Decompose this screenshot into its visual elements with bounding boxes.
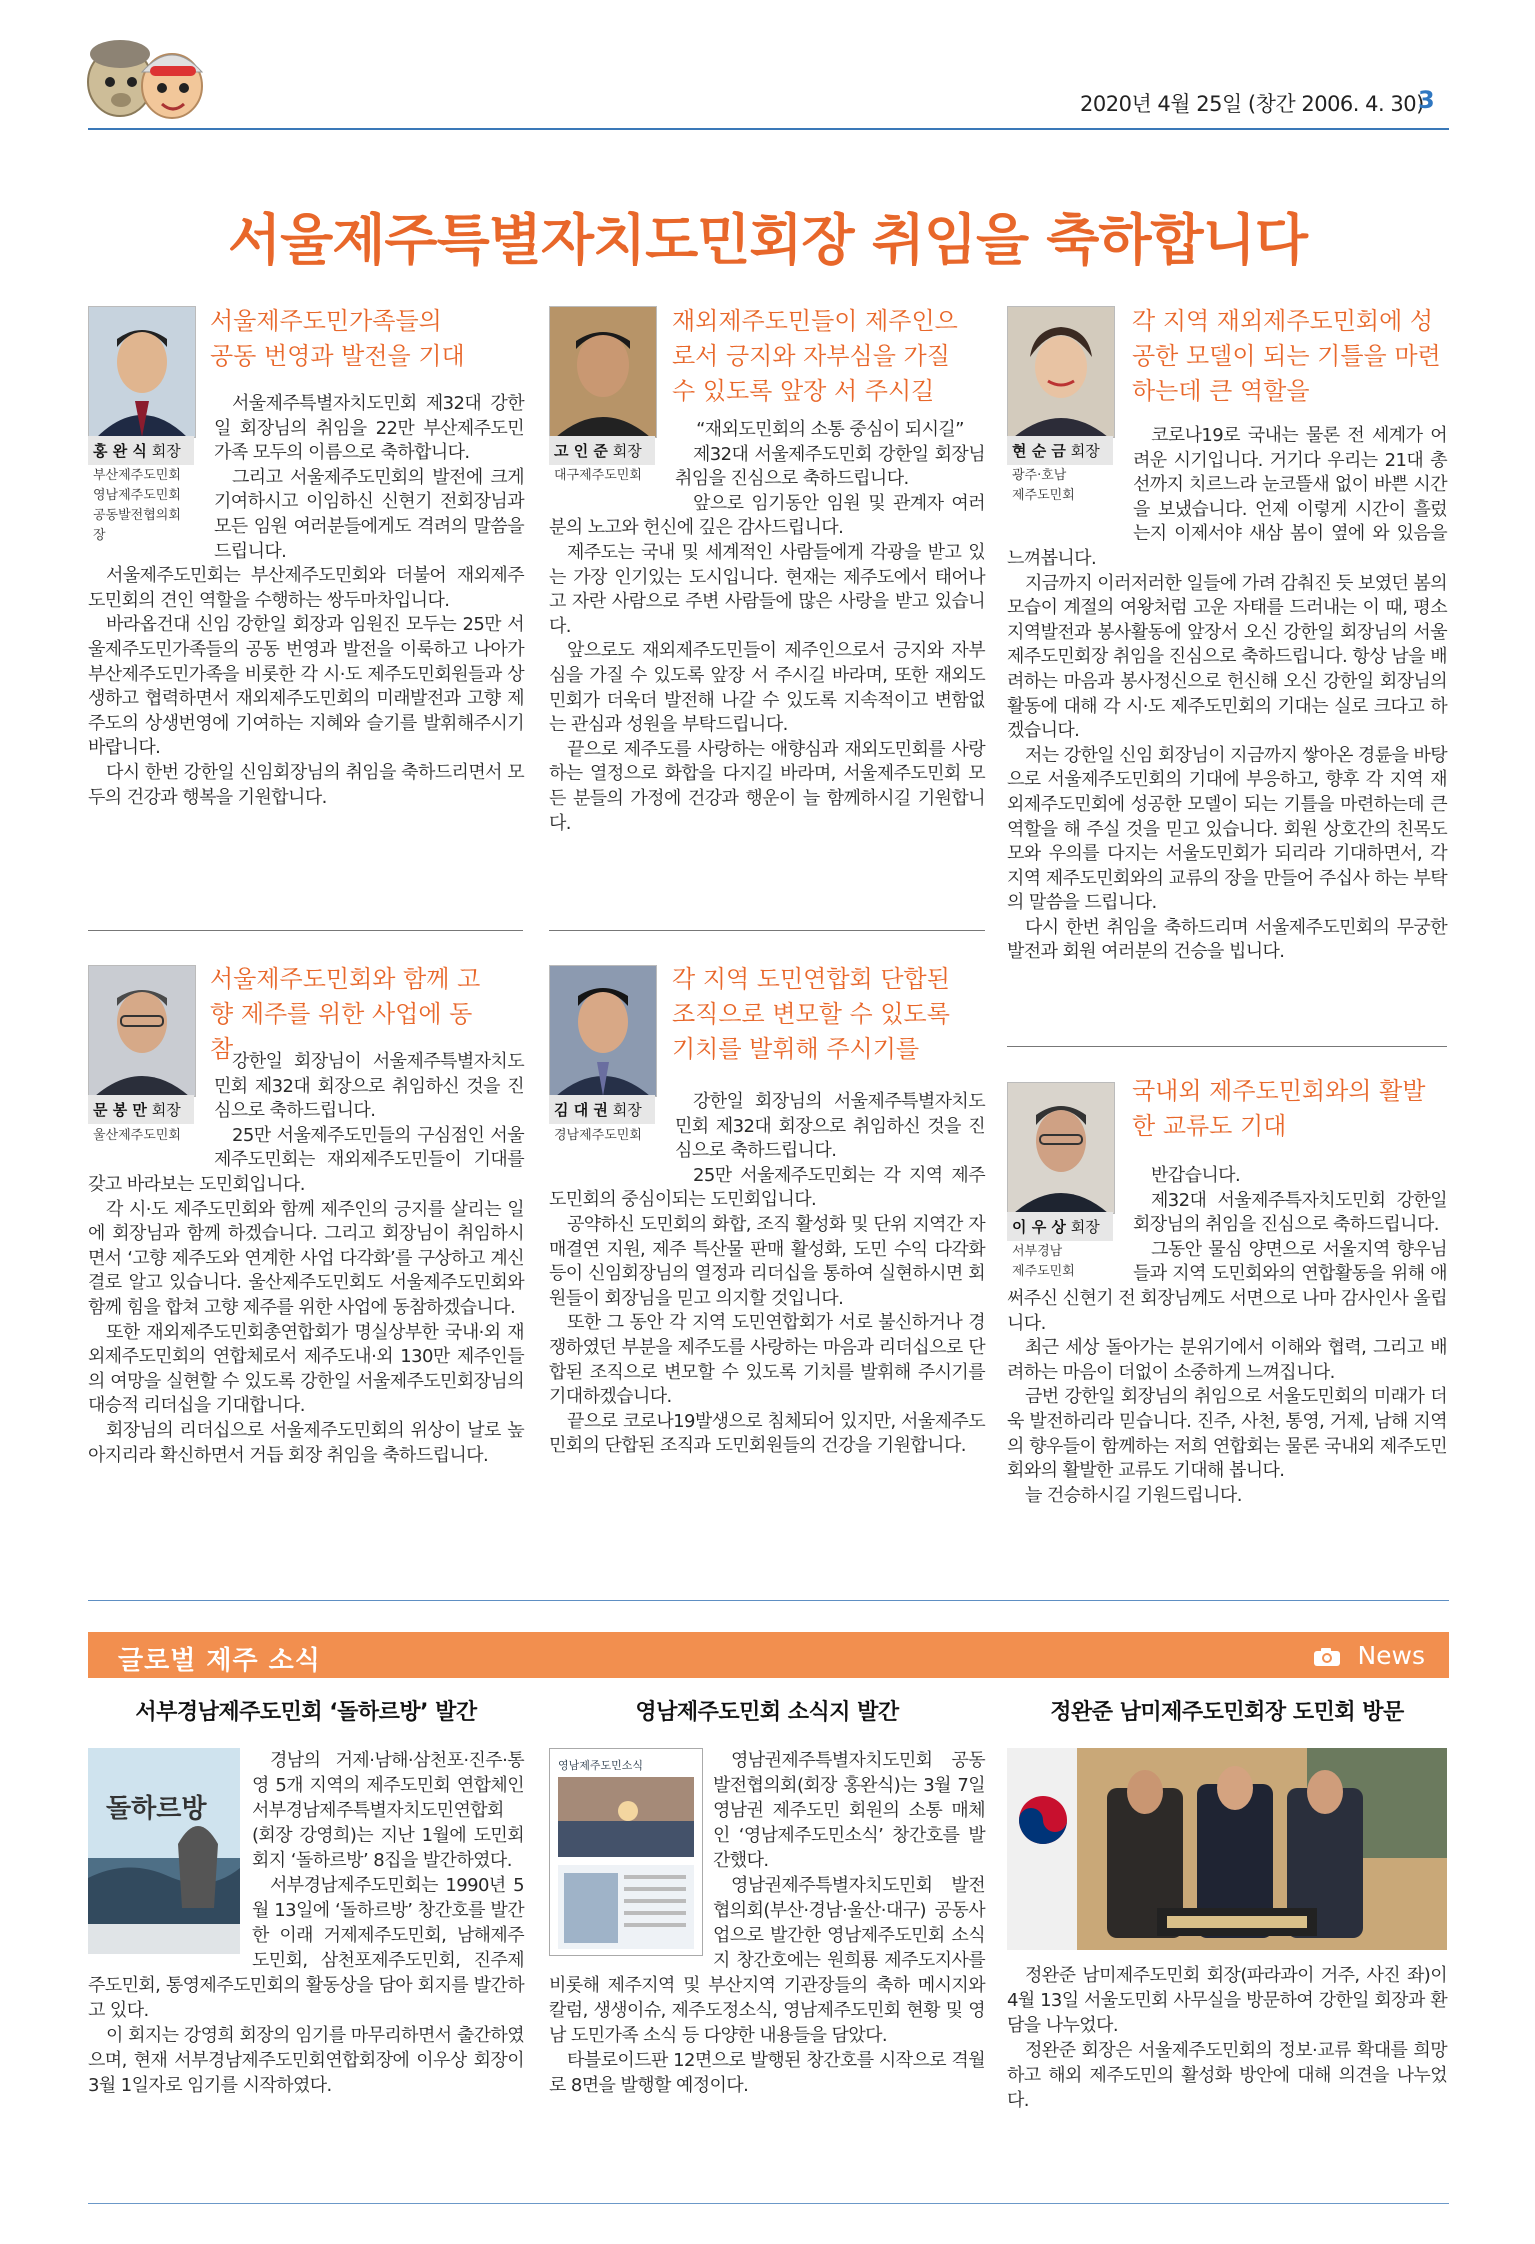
article-body: 서울제주특별자치도민회 제32대 강한일 회장님의 취임을 22만 부산제주도민 가족 모두의 이름으로 축하합니다. 그리고 서울제주도민회의 발전에 크게 기여하시고 이임하신 신현기 전회장님과 모든 임원 여러분들에게도 격려의 말씀을 드립니다. 서울제주도민회는 부산제주도민회와 더불어 재외제주도민회의 견인 역할을 수행하는 쌍두마차입니다. 바라옵건대 신임 강한일 회장과 임원진 모두는 25만 서울제주도민가족들의 공동 번영과 발전을 이룩하고 나아가 부산제주도민가족을 비롯한 각 시·도 제주도민회원들과 상생하고 협력하면서 재외제주도민회의 미래발전과 고향 제주도의 상생번영에 기여하는 지혜와 슬기를 발휘해주시기 바랍니다. 다시 한번 강한일 신임회장님의 취임을 축하드리면서 모두의 건강과 행복을 기원합니다. — [88, 393, 524, 808]
article-heading: 각 지역 도민연합회 단합된 조직으로 변모할 수 있도록 기치를 발휘해 주시기를 — [672, 965, 950, 1063]
news-body: 경남의 거제·남해·삼천포·진주·통영 5개 지역의 제주도민회 연합체인 서부경남제주특별자치도민연합회(회장 강영희)는 지난 1월에 도민회 회지 ‘돌하르방’ 8집을 발간하였다. 서부경남제주도민회는 1990년 5월 13일에 ‘돌하르방’ 창간호를 발간한 이래 거제제주도민회, 남해제주도민회, 삼천포제주도민회, 진주제주도민회, 통영제주도민회의 활동상을 담아 회지를 발간하고 있다. 이 회지는 강영희 회장의 임기를 마무리하면서 출간하였으며, 현재 서부경남제주도민회연합회장에 이우상 회장이 3월 1일자로 임기를 시작하였다. — [88, 1750, 524, 2096]
news-body: 영남권제주특별자치도민회 공동발전협의회(회장 홍완식)는 3월 7일 영남권 제주도민 회원의 소통 매체인 ‘영남제주도민소식’ 창간호를 발간했다. 영남권제주특별자치도민회 발전협의회(부산·경남·울산·대구) 공동사업으로 발간한 영남제주도민회 소식지 창간호에는 원희룡 제주도지사를 비롯해 제주지역 및 부산지역 기관장들의 축하 메시지와 칼럼, 생생이슈, 제주도정소식, 영남제주도민회 현황 및 영남 도민가족 소식 등 다양한 내용들을 담았다. 타블로이드판 12면으로 발행된 창간호를 시작으로 격월로 8면을 발행할 예정이다. — [549, 1750, 985, 2096]
page-title: 서울제주특별자치도민회장 취임을 축하합니다 — [228, 208, 1307, 272]
news-headline: 영남제주도민회 소식지 발간 — [635, 1700, 899, 1725]
article-body: 강한일 회장님이 서울제주특별자치도민회 제32대 회장으로 취임하신 것을 진심으로 축하드립니다. 25만 서울제주도민들의 구심점인 서울제주도민회는 재외제주도민들이 기대를 갖고 바라보는 도민회입니다. 각 시·도 제주도민회와 함께 제주인의 긍지를 살리는 일에 회장님과 함께 하겠습니다. 그리고 회장님이 취임하시면서 ‘고향 제주도와 연계한 사업 다각화’를 구상하고 계신 결로 알고 있습니다. 울산제주도민회도 서울제주도민회와 함께 힘을 합쳐 고향 제주를 위한 사업에 동참하겠습니다. 또한 재외제주도민회총연합회가 명실상부한 국내·외 재외제주도민회의 연합체로서 제주도내·외 130만 제주인들의 여망을 실현할 수 있도록 강한일 서울제주도민회장님의 대승적 리더십을 기대합니다. 회장님의 리더십으로 서울제주도민회의 위상이 날로 높아지리라 확신하면서 거듭 회장 취임을 축하드립니다. — [88, 1051, 524, 1466]
book-cover-title: 돌하르방 — [106, 1794, 207, 1824]
person-org: 울산제주도민회 — [93, 1128, 181, 1143]
section-divider — [88, 1600, 1449, 1601]
person-org: 경남제주도민회 — [554, 1128, 642, 1143]
camera-icon — [1313, 1647, 1341, 1667]
portrait-photo — [1007, 306, 1115, 438]
article-heading: 서울제주도민회와 함께 고향 제주를 위한 사업에 동참 — [210, 965, 481, 1063]
person-org: 부산제주도민회 영남제주도민회 공동발전협의회장 — [93, 468, 181, 543]
news-headline: 서부경남제주도민회 ‘돌하르방’ 발간 — [135, 1700, 477, 1725]
meeting-photo — [1007, 1748, 1447, 1950]
article-heading: 재외제주도민들이 제주인으로서 긍지와 자부심을 가질 수 있도록 앞장 서 주시길 — [672, 307, 958, 405]
divider — [549, 930, 985, 931]
divider — [88, 930, 523, 931]
footer-rule — [88, 2203, 1449, 2204]
mascot-logo — [80, 24, 210, 132]
person-name: 이 우 상 회장 — [1007, 1212, 1113, 1241]
article-body: “재외도민회의 소통 중심이 되시길” 제32대 서울제주도민회 강한일 회장님 취임을 진심으로 축하드립니다. 앞으로 임기동안 임원 및 관계자 여러분의 노고와 헌신에 깊은 감사드립니다. 제주도는 국내 및 세계적인 사람들에게 각광을 받고 있는 가장 인기있는 도시입니다. 현재는 제주도에서 태어나고 자란 사람으로 주변 사람들에 많은 사랑을 받고 있습니다. 앞으로도 재외제주도민들이 제주인으로서 긍지와 자부심을 가질 수 있도록 앞장 서 주시길 바라며, 또한 재외도민회가 더욱더 발전해 나갈 수 있도록 지속적이고 변함없는 관심과 성원을 부탁드립니다. 끝으로 제주도를 사랑하는 애향심과 재외도민회를 사랑하는 열정으로 화합을 다지길 바라며, 서울제주도민회 모든 분들의 가정에 건강과 행운이 늘 함께하시길 기원합니다. — [549, 419, 985, 834]
news-label: News — [1313, 1641, 1425, 1670]
news-body: 정완준 남미제주도민회 회장(파라과이 거주, 사진 좌)이 4월 13일 서울도민회 사무실을 방문하여 강한일 회장과 환담을 나누었다. 정완준 회장은 서울제주도민회의 정보·교류 확대를 희망하고 해외 제주도민의 활성화 방안에 대해 의견을 나누었다. — [1007, 1965, 1447, 2111]
person-org: 서부경남 제주도민회 — [1012, 1244, 1075, 1279]
person-name: 문 봉 만 회장 — [88, 1095, 194, 1124]
divider — [1007, 1046, 1447, 1047]
article-heading: 국내외 제주도민회와의 활발한 교류도 기대 — [1132, 1077, 1426, 1140]
article-heading: 각 지역 재외제주도민회에 성공한 모델이 되는 기틀을 마련하는데 큰 역할을 — [1132, 307, 1441, 405]
person-name: 현 순 금 회장 — [1007, 436, 1113, 465]
article-body: 강한일 회장님의 서울제주특별자치도민회 제32대 회장으로 취임하신 것을 진심으로 축하드립니다. 25만 서울제주도민회는 각 지역 제주도민회의 중심이되는 도민회입니다. 공약하신 도민회의 화합, 조직 활성화 및 단위 지역간 자매결연 지원, 제주 특산물 판매 활성화, 도민 수익 다각화 등이 신임회장님의 열정과 리더십을 통하여 실현하시면 회원들이 회장님을 믿고 의지할 것입니다. 또한 그 동안 각 지역 도민연합회가 서로 불신하거나 경쟁하였던 부분을 제주도를 사랑하는 마음과 리더십으로 단합된 조직으로 변모할 수 있도록 기치를 발휘해 주시기를 기대하겠습니다. 끝으로 코로나19발생으로 침체되어 있지만, 서울제주도민회의 단합된 조직과 도민회원들의 건강을 기원합니다. — [549, 1091, 985, 1457]
news-section-title: 글로벌 제주 소식 — [118, 1646, 321, 1676]
article-body: 반갑습니다. 제32대 서울제주특자치도민회 강한일 회장님의 취임을 진심으로 축하드립니다. 그동안 물심 양면으로 서울지역 향우님들과 지역 도민회와의 연합활동을 위해 애써주신 신현기 전 회장님께도 서면으로 나마 감사인사 올립니다. 최근 세상 돌아가는 분위기에서 이해와 협력, 그리고 배려하는 마음이 더없이 소중하게 느껴집니다. 금번 강한일 회장님의 취임으로 서울도민회의 미래가 더욱 발전하리라 믿습니다. 진주, 사천, 통영, 거제, 남해 지역의 향우들이 함께하는 저희 연합회는 물론 국내외 제주도민회와의 활발한 교류도 기대해 봅니다. 늘 건승하시길 기원드립니다. — [1007, 1165, 1447, 1506]
newsletter-masthead: 영남제주도민소식 — [558, 1759, 644, 1772]
article-heading: 서울제주도민가족들의 공동 번영과 발전을 기대 — [210, 307, 465, 370]
news-section-bar — [88, 1632, 1449, 1678]
portrait-photo — [549, 965, 657, 1097]
page-number: 3 — [1418, 86, 1435, 114]
issue-date: 2020년 4월 25일 (창간 2006. 4. 30) — [1080, 92, 1424, 116]
person-org: 광주·호남 제주도민회 — [1012, 468, 1075, 503]
person-name: 고 인 준 회장 — [549, 436, 655, 465]
person-name: 홍 완 식 회장 — [88, 436, 194, 465]
news-headline: 정완준 남미제주도민회장 도민회 방문 — [1050, 1700, 1404, 1725]
person-org: 대구제주도민회 — [554, 468, 642, 483]
article-body: 코로나19로 국내는 물론 전 세계가 어려운 시기입니다. 거기다 우리는 21대 총선까지 치르느라 눈코뜰새 없이 바쁜 시간을 보냈습니다. 언제 이렇게 시간이 흘렀는지 이제서야 새삼 봄이 옆에 와 있음을 느껴봅니다. 지금까지 이러저러한 일들에 가려 감춰진 듯 보였던 봄의 모습이 계절의 여왕처럼 고운 자태를 드러내는 이 때, 평소 지역발전과 봉사활동에 앞장서 오신 강한일 회장님의 서울제주도민회장 취임을 진심으로 축하드립니다. 항상 남을 배려하는 마음과 봉사정신으로 헌신해 오신 강한일 회장님의 활동에 대해 각 시·도 제주도민회의 기대는 실로 크다고 하겠습니다. 저는 강한일 신임 회장님이 지금까지 쌓아온 경륜을 바탕으로 서울제주도민회의 기대에 부응하고, 향후 각 지역 재외제주도민회에 성공한 모델이 되는 기틀을 마련하는데 큰 역할을 해 주실 것을 믿고 있습니다. 회원 상호간의 친목도모와 우의를 다지는 서울도민회가 되리라 기대하면서, 각 지역 제주도민회와의 교류의 장을 만들어 주십사 하는 부탁의 말씀을 드립니다. 다시 한번 취임을 축하드리며 서울제주도민회의 무궁한 발전과 회원 여러분의 건승을 빕니다. — [1007, 425, 1447, 963]
person-name: 김 대 권 회장 — [549, 1095, 655, 1124]
header-rule — [88, 128, 1449, 130]
